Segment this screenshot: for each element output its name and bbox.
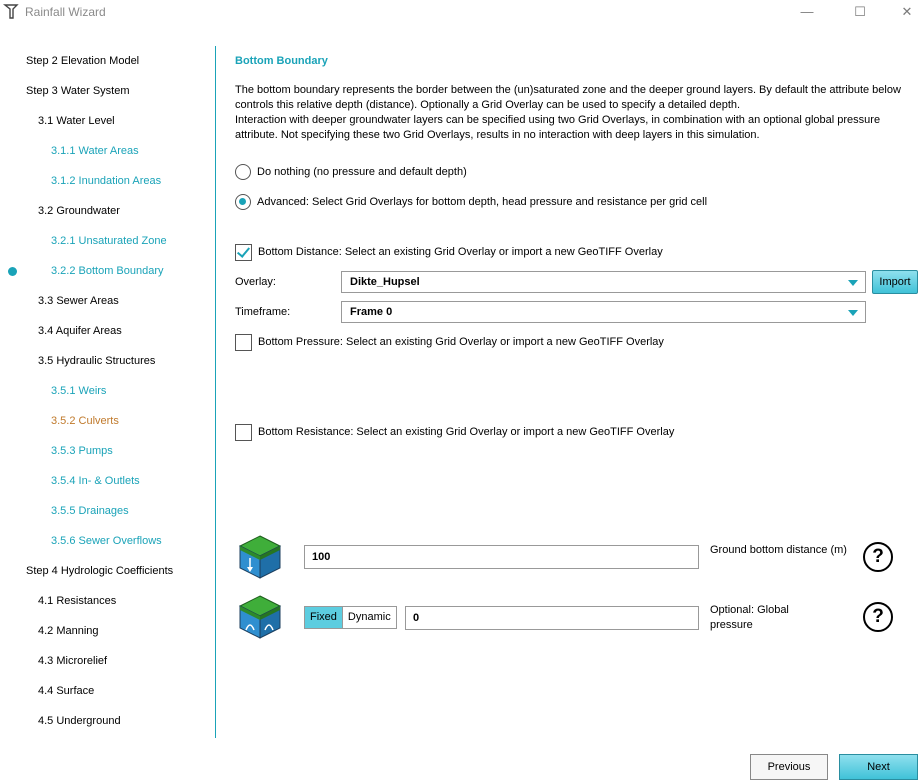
overlay-dropdown[interactable]: [341, 271, 866, 293]
nav-water-areas[interactable]: 3.1.1 Water Areas: [51, 145, 139, 157]
bottom-pressure-label: Bottom Pressure: Select an existing Grid Overlay or import a new GeoTIFF Overlay: [258, 336, 664, 348]
nav-drainages[interactable]: 3.5.5 Drainages: [51, 505, 129, 517]
radio-advanced-label: Advanced: Select Grid Overlays for bottom depth, head pressure and resistance per grid cell: [257, 196, 708, 208]
nav-aquifer-areas[interactable]: 3.4 Aquifer Areas: [38, 325, 122, 337]
close-button[interactable]: ✕: [901, 4, 913, 19]
import-button[interactable]: Import: [872, 270, 918, 294]
radio-do-nothing-indicator[interactable]: [235, 164, 251, 180]
nav-manning[interactable]: 4.2 Manning: [38, 625, 99, 637]
bottom-distance-label: Bottom Distance: Select an existing Grid Overlay or import a new GeoTIFF Overlay: [258, 246, 663, 258]
nav-unsaturated-zone[interactable]: 3.2.1 Unsaturated Zone: [51, 235, 167, 247]
radio-advanced-indicator[interactable]: [235, 194, 251, 210]
bottom-pressure-checkbox-box[interactable]: [235, 334, 252, 351]
description-paragraph-1: The bottom boundary represents the border between the (un)saturated zone and the deeper ground layers. By default the attribute below controls this relative depth (distance). Optionally a Grid Overlay can be used to specify a detailed depth.: [235, 84, 901, 111]
ground-pressure-cube-icon: [238, 594, 282, 640]
ground-bottom-distance-label: Ground bottom distance (m): [710, 544, 847, 556]
nav-step4-hydrologic-coefficients[interactable]: Step 4 Hydrologic Coefficients: [26, 565, 174, 577]
next-button[interactable]: Next: [839, 754, 918, 780]
timeframe-dropdown-value: Frame 0: [350, 306, 393, 318]
nav-step3-water-system[interactable]: Step 3 Water System: [26, 85, 130, 97]
description-paragraph-2: Interaction with deeper groundwater layers can be specified using two Grid Overlays, in combination with an optional global pressure attribute. Not specifying these two Grid Overlays, results in no interaction with deep layers in this simulation.: [235, 114, 881, 141]
fixed-toggle-button[interactable]: Fixed: [305, 607, 343, 628]
overlay-label: Overlay:: [235, 276, 276, 288]
nav-weirs[interactable]: 3.5.1 Weirs: [51, 385, 107, 397]
timeframe-label: Timeframe:: [235, 306, 291, 318]
global-pressure-label: Optional: Global pressure: [710, 604, 789, 631]
title-bar: [0, 0, 922, 24]
bottom-distance-checkbox-box[interactable]: [235, 244, 252, 261]
radio-do-nothing-label: Do nothing (no pressure and default depth): [257, 166, 467, 178]
bottom-resistance-checkbox-box[interactable]: [235, 424, 252, 441]
help-icon[interactable]: ?: [863, 542, 893, 572]
nav-pumps[interactable]: 3.5.3 Pumps: [51, 445, 113, 457]
pressure-mode-toggle[interactable]: [304, 606, 397, 629]
nav-water-level[interactable]: 3.1 Water Level: [38, 115, 115, 127]
ground-distance-cube-icon: [238, 534, 282, 580]
ground-bottom-distance-input[interactable]: 100: [304, 545, 699, 569]
timeframe-dropdown[interactable]: [341, 301, 866, 323]
nav-culverts[interactable]: 3.5.2 Culverts: [51, 415, 119, 427]
radio-advanced[interactable]: [235, 193, 707, 211]
bottom-resistance-label: Bottom Resistance: Select an existing Grid Overlay or import a new GeoTIFF Overlay: [258, 426, 675, 438]
nav-underground[interactable]: 4.5 Underground: [38, 715, 121, 727]
bottom-pressure-checkbox[interactable]: [235, 333, 664, 351]
nav-groundwater[interactable]: 3.2 Groundwater: [38, 205, 120, 217]
nav-sewer-areas[interactable]: 3.3 Sewer Areas: [38, 295, 119, 307]
page-title: Bottom Boundary: [235, 55, 328, 67]
app-logo-icon: [3, 3, 19, 19]
description: [235, 83, 907, 143]
nav-surface[interactable]: 4.4 Surface: [38, 685, 95, 697]
dropdown-arrow-icon: [848, 310, 858, 316]
dynamic-toggle-button[interactable]: Dynamic: [347, 611, 391, 623]
nav-hydraulic-structures[interactable]: 3.5 Hydraulic Structures: [38, 355, 156, 367]
nav-inundation-areas[interactable]: 3.1.2 Inundation Areas: [51, 175, 162, 187]
radio-do-nothing[interactable]: [235, 163, 467, 181]
nav-step2-elevation-model[interactable]: Step 2 Elevation Model: [26, 55, 140, 67]
window-title: Rainfall Wizard: [25, 5, 106, 19]
dropdown-arrow-icon: [848, 280, 858, 286]
previous-button[interactable]: Previous: [750, 754, 828, 780]
help-icon[interactable]: ?: [863, 602, 893, 632]
maximize-button[interactable]: ☐: [854, 4, 866, 19]
nav-in-outlets[interactable]: 3.5.4 In- & Outlets: [51, 475, 140, 487]
bottom-resistance-checkbox[interactable]: [235, 423, 674, 441]
nav-bottom-boundary[interactable]: 3.2.2 Bottom Boundary: [51, 265, 164, 277]
nav-microrelief[interactable]: 4.3 Microrelief: [38, 655, 108, 667]
global-pressure-input[interactable]: 0: [405, 606, 699, 630]
nav-resistances[interactable]: 4.1 Resistances: [38, 595, 117, 607]
nav-sewer-overflows[interactable]: 3.5.6 Sewer Overflows: [51, 535, 162, 547]
minimize-button[interactable]: —: [800, 4, 814, 19]
bottom-distance-checkbox[interactable]: [235, 243, 663, 261]
overlay-dropdown-value: Dikte_Hupsel: [350, 276, 420, 288]
